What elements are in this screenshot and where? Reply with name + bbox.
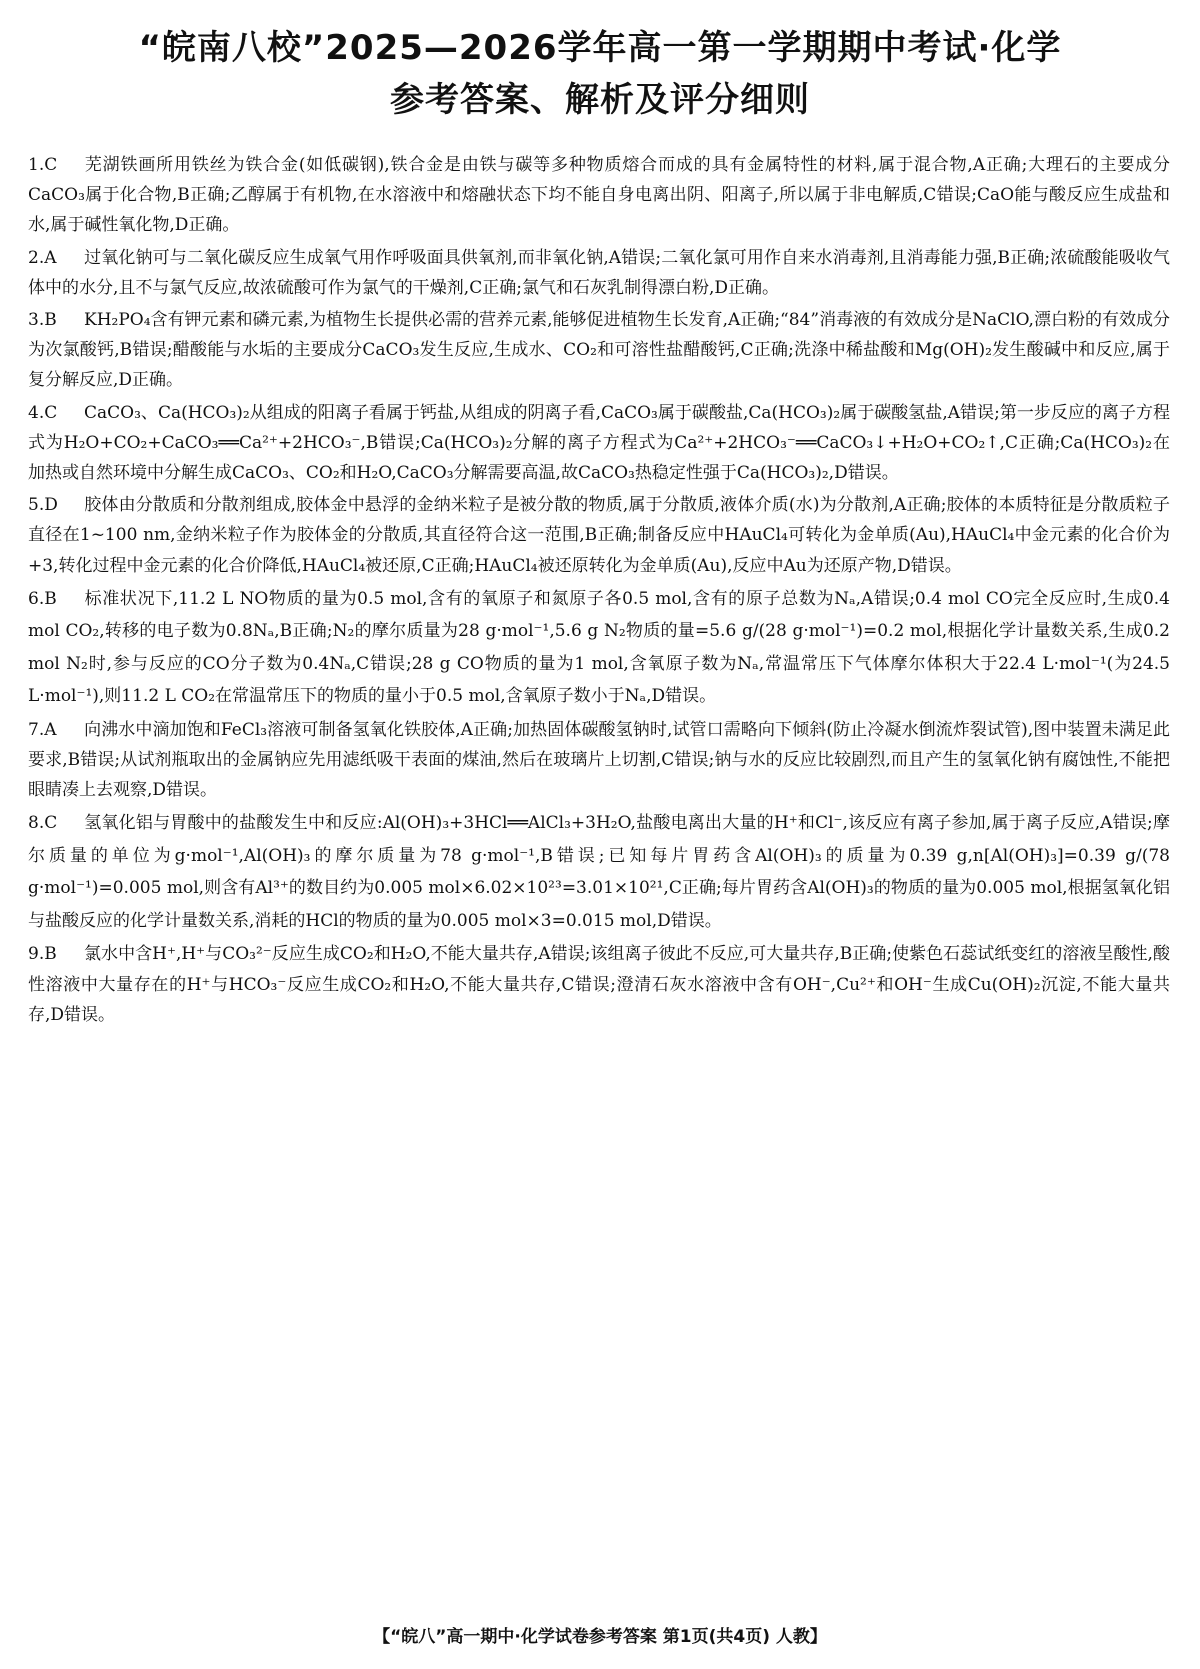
answer-label: 2.A [28,247,57,268]
page-subtitle: 参考答案、解析及评分细则 [390,80,810,120]
answer-text: KH₂PO₄含有钾元素和磷元素,为植物生长提供必需的营养元素,能够促进植物生长发育,A正确;“84”消毒液的有效成分是NaClO,漂白粉的有效成分为次氯酸钙,B错误;醋酸能与水垢的主要成分CaCO₃发生反应,生成水、CO₂和可溶性盐醋酸钙,C正确;洗涤中稀盐酸和Mg(OH)₂发生酸碱中和反应,属于复分解反应,D正确。 [28,310,1170,391]
page-title: “皖南八校”2025—2026学年高一第一学期期中考试·化学 [138,28,1062,68]
answer-item-6 [28,583,1170,713]
answer-item-5 [28,490,1170,581]
answer-list [28,150,1170,1032]
answer-item-7 [28,715,1170,806]
answer-item-8 [28,807,1170,937]
answer-text: 过氧化钠可与二氧化碳反应生成氧气用作呼吸面具供氧剂,而非氧化钠,A错误;二氧化氯可用作自来水消毒剂,且消毒能力强,B正确;浓硫酸能吸收气体中的水分,且不与氯气反应,故浓硫酸可作为氯气的干燥剂,C正确;氯气和石灰乳制得漂白粉,D正确。 [28,247,1170,298]
answer-label: 9.B [28,944,57,965]
answer-label: 8.C [28,813,58,834]
answer-label: 1.C [28,155,58,175]
answer-item-1 [28,150,1170,241]
answer-item-3 [28,305,1170,396]
answer-label: 6.B [28,588,57,609]
answer-text: CaCO₃、Ca(HCO₃)₂从组成的阳离子看属于钙盐,从组成的阴离子看,CaCO₃属于碳酸盐,Ca(HCO₃)₂属于碳酸氢盐,A错误;第一步反应的离子方程式为H₂O+CO₂+CaCO₃══Ca²⁺+2HCO₃⁻,B错误;Ca(HCO₃)₂分解的离子方程式为Ca²⁺+2HCO₃⁻══CaCO₃↓+H₂O+CO₂↑,C正确;Ca(HCO₃)₂在加热或自然环境中分解生成CaCO₃、CO₂和H₂O,CaCO₃分解需要高温,故CaCO₃热稳定性强于Ca(HCO₃)₂,D错误。 [28,402,1170,484]
answer-text: 胶体由分散质和分散剂组成,胶体金中悬浮的金纳米粒子是被分散的物质,属于分散质,液体介质(水)为分散剂,A正确;胶体的本质特征是分散质粒子直径在1~100 nm,金纳米粒子作为胶体金的分散质,其直径符合这一范围,B正确;制备反应中HAuCl₄可转化为金单质(Au),HAuCl₄中金元素的化合价为+3,转化过程中金元素的化合价降低,HAuCl₄被还原,C正确;HAuCl₄被还原转化为金单质(Au),反应中Au为还原产物,D错误。 [28,495,1170,576]
answer-label: 4.C [28,402,58,423]
answer-text: 向沸水中滴加饱和FeCl₃溶液可制备氢氧化铁胶体,A正确;加热固体碳酸氢钠时,试管口需略向下倾斜(防止冷凝水倒流炸裂试管),图中装置未满足此要求,B错误;从试剂瓶取出的金属钠应先用滤纸吸干表面的煤油,然后在玻璃片上切割,C错误;钠与水的反应比较剧烈,而且产生的氢氧化钠有腐蚀性,不能把眼睛凑上去观察,D错误。 [28,719,1170,801]
answer-text: 氯水中含H⁺,H⁺与CO₃²⁻反应生成CO₂和H₂O,不能大量共存,A错误;该组离子彼此不反应,可大量共存,B正确;使紫色石蕊试纸变红的溶液呈酸性,酸性溶液中大量存在的H⁺与HCO₃⁻反应生成CO₂和H₂O,不能大量共存,C错误;澄清石灰水溶液中含有OH⁻,Cu²⁺和OH⁻生成Cu(OH)₂沉淀,不能大量共存,D错误。 [28,944,1170,1025]
answer-label: 3.B [28,310,57,331]
answer-text: 标准状况下,11.2 L NO物质的量为0.5 mol,含有的氧原子和氮原子各0.5 mol,含有的原子总数为Nₐ,A错误;0.4 mol CO完全反应时,生成0.4 mol CO₂,转移的电子数为0.8Nₐ,B正确;N₂的摩尔质量为28 g·mol⁻¹,5.6 g N₂物质的量=5.6 g/(28 g·mol⁻¹)=0.2 mol,根据化学计量数关系,生成0.2 mol N₂时,参与反应的CO分子数为0.4Nₐ,C错误;28 g CO物质的量为1 mol,含氧原子数为Nₐ,常温常压下气体摩尔体积大于22.4 L·mol⁻¹(为24.5 L·mol⁻¹),则11.2 L CO₂在常温常压下的物质的量小于0.5 mol,含氧原子数小于Nₐ,D错误。 [28,588,1170,707]
answer-item-4 [28,398,1170,489]
answer-label: 5.D [28,495,58,516]
answer-label: 7.A [28,719,57,740]
answer-item-9 [28,939,1170,1030]
answer-text: 芜湖铁画所用铁丝为铁合金(如低碳钢),铁合金是由铁与碳等多种物质熔合而成的具有金属特性的材料,属于混合物,A正确;大理石的主要成分CaCO₃属于化合物,B正确;乙醇属于有机物,在水溶液中和熔融状态下均不能自身电离出阴、阳离子,所以属于非电解质,C错误;CaO能与酸反应生成盐和水,属于碱性氧化物,D正确。 [28,155,1170,236]
answer-item-2 [28,243,1170,303]
page-footer: 【“皖八”高一期中·化学试卷参考答案 第1页(共4页) 人教】 [373,1627,827,1647]
answer-text: 氢氧化铝与胃酸中的盐酸发生中和反应:Al(OH)₃+3HCl══AlCl₃+3H₂O,盐酸电离出大量的H⁺和Cl⁻,该反应有离子参加,属于离子反应,A错误;摩尔质量的单位为g·mol⁻¹,Al(OH)₃的摩尔质量为78 g·mol⁻¹,B错误;已知每片胃药含Al(OH)₃的质量为0.39 g,n[Al(OH)₃]=0.39 g/(78 g·mol⁻¹)=0.005 mol,则含有Al³⁺的数目约为0.005 mol×6.02×10²³=3.01×10²¹,C正确;每片胃药含Al(OH)₃的物质的量为0.005 mol,根据氢氧化铝与盐酸反应的化学计量数关系,消耗的HCl的物质的量为0.005 mol×3=0.015 mol,D错误。 [28,813,1170,931]
